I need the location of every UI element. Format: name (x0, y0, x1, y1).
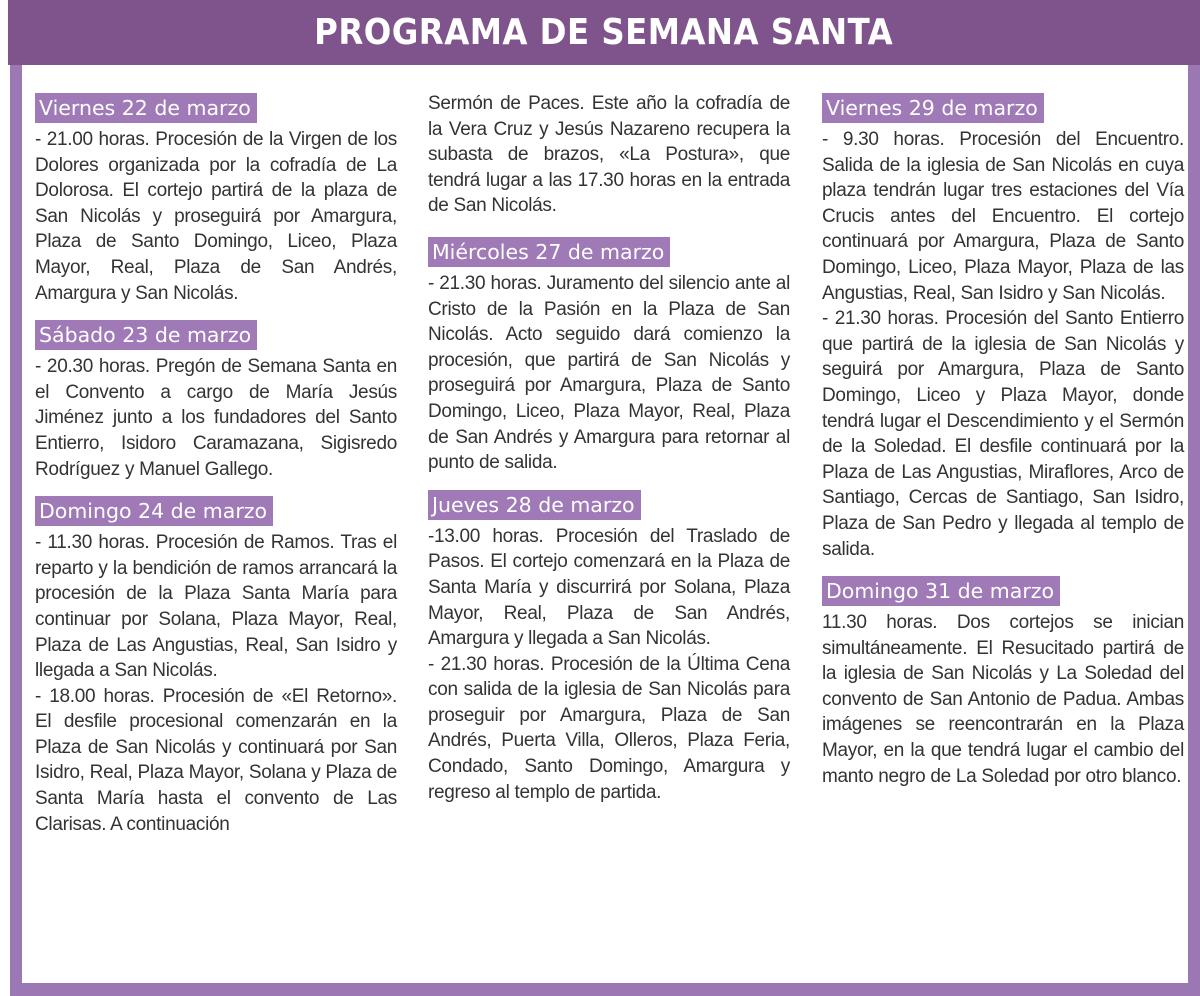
date-header: Jueves 28 de marzo (428, 490, 641, 520)
date-header: Sábado 23 de marzo (35, 320, 257, 350)
date-header: Viernes 22 de marzo (35, 93, 257, 123)
event-entry: - 18.00 horas. Procesión de «El Retorno». El desfile procesional comenzarán en la Plaza de San Nicolás y continuará por San Isidro, Real, Plaza Mayor, Solana y Plaza de Santa María hasta el convento de Las Clarisas. A continuación (35, 685, 397, 835)
frame-right-border (1188, 65, 1200, 996)
day-section (822, 93, 1184, 562)
day-section (35, 93, 397, 306)
date-header: Viernes 29 de marzo (822, 93, 1044, 123)
continued-text: Sermón de Paces. Este año la cofradía de la Vera Cruz y Jesús Nazareno recupera la subasta de brazos, «La Postura», que tendrá lugar a las 17.30 horas en la entrada de San Nicolás. (428, 93, 790, 217)
day-section (35, 320, 397, 482)
day-section (35, 496, 397, 837)
date-header: Domingo 24 de marzo (35, 496, 273, 526)
event-entry: - 9.30 horas. Procesión del Encuentro. Salida de la iglesia de San Nicolás en cuya plaza tendrán lugar tres estaciones del Vía Crucis antes del Encuentro. El cortejo continuará por Amargura, Plaza de Santo Domingo, Liceo, Plaza Mayor, Plaza de las Angustias, Real, San Isidro y San Nicolás. (822, 129, 1184, 304)
event-entry: - 21.00 horas. Procesión de la Virgen de los Dolores organizada por la cofradía de La Dolorosa. El cortejo partirá de la plaza de San Nicolás y proseguirá por Amargura, Plaza de Santo Domingo, Liceo, Plaza Mayor, Real, Plaza de San Andrés, Amargura y San Nicolás. (35, 129, 397, 304)
event-entry: - 21.30 horas. Procesión de la Última Cena con salida de la iglesia de San Nicolás para proseguir por Amargura, Plaza de San Andrés, Puerta Villa, Olleros, Plaza Feria, Condado, Santo Domingo, Amargura y regreso al templo de partida. (428, 653, 790, 803)
date-header: Domingo 31 de marzo (822, 576, 1060, 606)
event-entry: - 11.30 horas. Procesión de Ramos. Tras el reparto y la bendición de ramos arrancará la procesión de la Plaza Santa María para continuar por Solana, Plaza Mayor, Real, Plaza de Las Angustias, Real, San Isidro y llegada a San Nicolás. (35, 532, 397, 682)
column-2 (428, 91, 790, 819)
event-entry: - 20.30 horas. Pregón de Semana Santa en el Convento a cargo de María Jesús Jiménez junto a los fundadores del Santo Entierro, Isidoro Caramazana, Sigisredo Rodríguez y Manuel Gallego. (35, 356, 397, 480)
continuation-section (428, 91, 790, 219)
event-entry: -13.00 horas. Procesión del Traslado de Pasos. El cortejo comenzará en la Plaza de Santa María y discurrirá por Solana, Plaza Mayor, Real, Plaza de San Andrés, Amargura y llegada a San Nicolás. (428, 525, 790, 650)
day-section (822, 576, 1184, 789)
event-entry: - 21.30 horas. Juramento del silencio ante al Cristo de la Pasión en la Plaza de San Nicolás. Acto seguido dará comienzo la procesión, que partirá de San Nicolás y proseguirá por Amargura, Plaza de Santo Domingo, Liceo, Plaza Mayor, Real, Plaza de San Andrés y Amargura para retornar al punto de salida. (428, 272, 790, 474)
column-3 (822, 93, 1184, 803)
page-title: PROGRAMA DE SEMANA SANTA (314, 12, 894, 53)
date-header: Miércoles 27 de marzo (428, 237, 670, 267)
frame-bottom-border (10, 983, 1200, 996)
day-section (428, 490, 790, 806)
content-panel (22, 65, 1188, 983)
event-entry: - 21.30 horas. Procesión del Santo Entierro que partirá de la iglesia de San Nicolás y seguirá por Amargura, Plaza de Santo Domingo, Liceo y Plaza Mayor, donde tendrá lugar el Descendimiento y el Sermón de la Soledad. El desfile continuará por la Plaza de Las Angustias, Miraflores, Arco de Santiago, Cercas de Santiago, San Isidro, Plaza de San Pedro y llegada al templo de salida. (822, 308, 1184, 560)
column-1 (35, 93, 397, 851)
frame-left-border (10, 65, 22, 996)
title-bar (8, 0, 1200, 65)
day-section (428, 237, 790, 476)
event-entry: 11.30 horas. Dos cortejos se inician simultáneamente. El Resucitado partirá de la iglesia de San Nicolás y La Soledad del convento de San Antonio de Padua. Ambas imágenes se reencontrarán en la Plaza Mayor, en la que tendrá lugar el cambio del manto negro de La Soledad por otro blanco. (822, 612, 1184, 787)
